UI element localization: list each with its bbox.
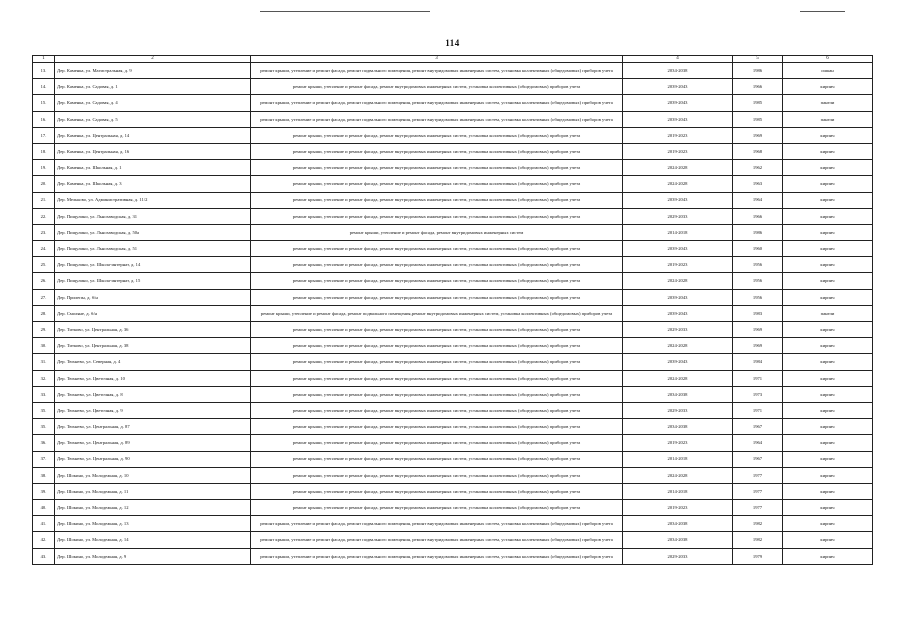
address-cell: Дер. Каменка, ул. Садовая, д. 5 — [55, 111, 251, 127]
period-cell: 2034-2038 — [623, 63, 733, 79]
address-cell: Дер. Пищулино, ул. Школа-интернат, д. 14 — [55, 257, 251, 273]
works-cell: ремонт крыши, утепление и ремонт фасада, ремонт внутридомовых инженерных систем, установка коллективных (общедомовых) приборов учета — [251, 386, 623, 402]
year-cell: 1984 — [733, 354, 783, 370]
table-row — [33, 208, 873, 224]
period-cell: 2024-2028 — [623, 467, 733, 483]
period-cell: 2034-2038 — [623, 419, 733, 435]
material-cell: кирпич — [783, 322, 873, 338]
year-cell: 1985 — [733, 95, 783, 111]
address-cell: Дер. Шокино, ул. Молодежная, д. 12 — [55, 500, 251, 516]
material-cell: кирпич — [783, 500, 873, 516]
works-cell: ремонт крыши, утепление и ремонт фасада, ремонт внутридомовых инженерных систем, установка коллективных (общедомовых) приборов учета — [251, 435, 623, 451]
period-cell: 2024-2028 — [623, 273, 733, 289]
address-cell: Дер. Смоляне, д. б/н — [55, 305, 251, 321]
material-cell: панели — [783, 95, 873, 111]
material-cell: кирпич — [783, 143, 873, 159]
page-number: 114 — [445, 38, 460, 48]
table-row — [33, 79, 873, 95]
year-cell: 1962 — [733, 160, 783, 176]
row-number: 18. — [33, 143, 55, 159]
works-cell: ремонт крыши, утепление и ремонт фасада, ремонт внутридомовых инженерных систем, установка коллективных (общедомовых) приборов учета — [251, 192, 623, 208]
address-cell: Дер. Тюхнево, ул. Северная, д. 4 — [55, 354, 251, 370]
top-rule-left — [260, 11, 430, 12]
works-cell: ремонт крыши, утепление и ремонт фасада, ремонт внутридомовых инженерных систем, установка коллективных (общедомовых) приборов учета — [251, 402, 623, 418]
year-cell: 1982 — [733, 516, 783, 532]
period-cell: 2019-2023 — [623, 127, 733, 143]
row-number: 17. — [33, 127, 55, 143]
material-cell: кирпич — [783, 79, 873, 95]
works-cell: ремонт крыши, утепление и ремонт фасада, ремонт подвального помещения, ремонт внутридомовых инженерных систем, установка коллективных (общедомовых) приборов учета — [251, 516, 623, 532]
table-row — [33, 143, 873, 159]
row-number: 16. — [33, 111, 55, 127]
works-cell: ремонт крыши, утепление и ремонт фасада, ремонт внутридомовых инженерных систем, установка коллективных (общедомовых) приборов учета — [251, 160, 623, 176]
address-cell: Дер. Прилепы, д. б/н — [55, 289, 251, 305]
year-cell: 1966 — [733, 79, 783, 95]
year-cell: 1977 — [733, 467, 783, 483]
table-row — [33, 370, 873, 386]
material-cell: ошкан — [783, 63, 873, 79]
year-cell: 1964 — [733, 435, 783, 451]
header-row — [33, 56, 873, 63]
row-number: 32. — [33, 370, 55, 386]
year-cell: 1956 — [733, 273, 783, 289]
works-cell: ремонт крыши, утепление и ремонт фасада, ремонт внутридомовых инженерных систем, установка коллективных (общедомовых) приборов учета — [251, 79, 623, 95]
year-cell: 1969 — [733, 338, 783, 354]
period-cell: 2014-2018 — [623, 451, 733, 467]
material-cell: панели — [783, 305, 873, 321]
works-cell: ремонт крыши, утепление и ремонт фасада, ремонт внутридомовых инженерных систем, установка коллективных (общедомовых) приборов учета — [251, 370, 623, 386]
address-cell: Дер. Каменка, ул. Садовая, д. 4 — [55, 95, 251, 111]
material-cell: кирпич — [783, 548, 873, 564]
address-cell: Дер. Шокино, ул. Молодежная, д. 9 — [55, 548, 251, 564]
table-row — [33, 192, 873, 208]
works-cell: ремонт крыши, утепление и ремонт фасада, ремонт внутридомовых инженерных систем, установка коллективных (общедомовых) приборов учета — [251, 208, 623, 224]
period-cell: 2024-2028 — [623, 370, 733, 386]
table-row — [33, 532, 873, 548]
row-number: 20. — [33, 176, 55, 192]
row-number: 31. — [33, 354, 55, 370]
row-number: 30. — [33, 338, 55, 354]
material-cell: кирпич — [783, 402, 873, 418]
column-header: 6 — [783, 56, 873, 63]
row-number: 35. — [33, 402, 55, 418]
works-cell: ремонт крыши, утепление и ремонт фасада, ремонт подвального помещения, ремонт внутридомовых инженерных систем, установка коллективных (общедомовых) приборов учета — [251, 111, 623, 127]
works-cell: ремонт крыши, утепление и ремонт фасада, ремонт внутридомовых инженерных систем, установка коллективных (общедомовых) приборов учета — [251, 143, 623, 159]
table-row — [33, 483, 873, 499]
period-cell: 2014-2018 — [623, 483, 733, 499]
row-number: 38. — [33, 467, 55, 483]
row-number: 37. — [33, 451, 55, 467]
table-row — [33, 127, 873, 143]
column-header: 1 — [33, 56, 55, 63]
table-row — [33, 338, 873, 354]
address-cell: Дер. Мельково, ул. Административная, д. 11/2 — [55, 192, 251, 208]
address-cell: Дер. Пищулино, ул. Льнозаводская, д. 50а — [55, 224, 251, 240]
table-row — [33, 257, 873, 273]
year-cell: 1982 — [733, 532, 783, 548]
capital-repair-table — [32, 55, 873, 565]
material-cell: кирпич — [783, 289, 873, 305]
works-cell: ремонт крыши, утепление и ремонт фасада, ремонт внутридомовых инженерных систем, установка коллективных (общедомовых) приборов учета — [251, 289, 623, 305]
table-row — [33, 176, 873, 192]
material-cell: кирпич — [783, 257, 873, 273]
row-number: 14. — [33, 79, 55, 95]
material-cell: кирпич — [783, 160, 873, 176]
period-cell: 2039-2043 — [623, 354, 733, 370]
works-cell: ремонт крыши, утепление и ремонт фасада, ремонт подвального помещения, ремонт внутридомовых инженерных систем, установка коллективных (общедомовых) приборов учета — [251, 95, 623, 111]
period-cell: 2039-2043 — [623, 305, 733, 321]
column-header: 5 — [733, 56, 783, 63]
year-cell: 1967 — [733, 451, 783, 467]
year-cell: 1971 — [733, 370, 783, 386]
row-number: 29. — [33, 322, 55, 338]
address-cell: Дер. Пищулино, ул. Льнозаводская, д. 31 — [55, 208, 251, 224]
address-cell: Дер. Каменка, ул. Садовая, д. 1 — [55, 79, 251, 95]
works-cell: ремонт крыши, утепление и ремонт фасада, ремонт внутридомовых инженерных систем, установка коллективных (общедомовых) приборов учета — [251, 241, 623, 257]
period-cell: 2029-2033 — [623, 548, 733, 564]
works-cell: ремонт крыши, утепление и ремонт фасада, ремонт внутридомовых инженерных систем, установка коллективных (общедомовых) приборов учета — [251, 273, 623, 289]
year-cell: 1964 — [733, 192, 783, 208]
address-cell: Дер. Каменка, ул. Центральная, д. 14 — [55, 127, 251, 143]
works-cell: ремонт крыши, утепление и ремонт фасада, ремонт внутридомовых инженерных систем, установка коллективных (общедомовых) приборов учета — [251, 419, 623, 435]
address-cell: Дер. Тюхнево, ул. Цветочная, д. 10 — [55, 370, 251, 386]
works-cell: ремонт крыши, утепление и ремонт фасада, ремонт подвального помещения, ремонт внутридомовых инженерных систем, установка коллективных (общедомовых) приборов учета — [251, 532, 623, 548]
table-row — [33, 548, 873, 564]
works-cell: ремонт крыши, утепление и ремонт фасада, ремонт внутридомовых инженерных систем, установка коллективных (общедомовых) приборов учета — [251, 467, 623, 483]
material-cell: кирпич — [783, 176, 873, 192]
row-number: 43. — [33, 548, 55, 564]
address-cell: Дер. Шокино, ул. Молодежная, д. 10 — [55, 467, 251, 483]
works-cell: ремонт крыши, утепление и ремонт фасада, ремонт подвального помещения,ремонт внутридомовых инженерных систем, установка коллективных (общедомовых) приборов учета — [251, 305, 623, 321]
year-cell: 1985 — [733, 111, 783, 127]
year-cell: 1983 — [733, 305, 783, 321]
works-cell: ремонт крыши, утепление и ремонт фасада, ремонт внутридомовых инженерных систем — [251, 224, 623, 240]
column-header: 2 — [55, 56, 251, 63]
period-cell: 2024-2028 — [623, 338, 733, 354]
works-cell: ремонт крыши, утепление и ремонт фасада, ремонт внутридомовых инженерных систем, установка коллективных (общедомовых) приборов учета — [251, 176, 623, 192]
table-row — [33, 419, 873, 435]
address-cell: Дер. Тюхнево, ул. Центральная, д. 87 — [55, 419, 251, 435]
row-number: 27. — [33, 289, 55, 305]
material-cell: кирпич — [783, 370, 873, 386]
row-number: 39. — [33, 483, 55, 499]
year-cell: 1956 — [733, 257, 783, 273]
material-cell: кирпич — [783, 273, 873, 289]
period-cell: 2019-2023 — [623, 500, 733, 516]
row-number: 25. — [33, 257, 55, 273]
table-row — [33, 63, 873, 79]
address-cell: Дер. Шокино, ул. Молодежная, д. 11 — [55, 483, 251, 499]
material-cell: кирпич — [783, 435, 873, 451]
row-number: 13. — [33, 63, 55, 79]
period-cell: 2019-2023 — [623, 257, 733, 273]
table-row — [33, 354, 873, 370]
works-cell: ремонт крыши, утепление и ремонт фасада, ремонт внутридомовых инженерных систем, установка коллективных (общедомовых) приборов учета — [251, 127, 623, 143]
material-cell: кирпич — [783, 241, 873, 257]
table-body — [33, 56, 873, 565]
address-cell: Дер. Пищулино, ул. Льнозаводская, д. 51 — [55, 241, 251, 257]
table-row — [33, 273, 873, 289]
period-cell: 2039-2043 — [623, 289, 733, 305]
row-number: 33. — [33, 386, 55, 402]
material-cell: кирпич — [783, 386, 873, 402]
material-cell: кирпич — [783, 419, 873, 435]
row-number: 42. — [33, 532, 55, 548]
year-cell: 1986 — [733, 224, 783, 240]
works-cell: ремонт крыши, утепление и ремонт фасада, ремонт внутридомовых инженерных систем, установка коллективных (общедомовых) приборов учета — [251, 451, 623, 467]
row-number: 19. — [33, 160, 55, 176]
material-cell: кирпич — [783, 467, 873, 483]
material-cell: кирпич — [783, 127, 873, 143]
column-header: 3 — [251, 56, 623, 63]
address-cell: Дер. Каменка, ул. Магистральная, д. 9 — [55, 63, 251, 79]
table-row — [33, 305, 873, 321]
address-cell: Дер. Тюхнево, ул. Центральная, д. 89 — [55, 435, 251, 451]
material-cell: кирпич — [783, 224, 873, 240]
address-cell: Дер. Каменка, ул. Центральная, д. 16 — [55, 143, 251, 159]
material-cell: кирпич — [783, 516, 873, 532]
table-row — [33, 386, 873, 402]
period-cell: 2039-2043 — [623, 111, 733, 127]
year-cell: 1966 — [733, 208, 783, 224]
period-cell: 2024-2028 — [623, 160, 733, 176]
period-cell: 2039-2043 — [623, 79, 733, 95]
material-cell: кирпич — [783, 483, 873, 499]
table-row — [33, 95, 873, 111]
row-number: 36. — [33, 435, 55, 451]
address-cell: Дер. Тюхнево, ул. Цветочная, д. 9 — [55, 402, 251, 418]
table-row — [33, 289, 873, 305]
column-header: 4 — [623, 56, 733, 63]
period-cell: 2014-2018 — [623, 224, 733, 240]
works-cell: ремонт крыши, утепление и ремонт фасада, ремонт подвального помещения, ремонт внутридомовых инженерных систем, установка коллективных (общедомовых) приборов учета — [251, 548, 623, 564]
year-cell: 1973 — [733, 386, 783, 402]
works-cell: ремонт крыши, утепление и ремонт фасада, ремонт внутридомовых инженерных систем, установка коллективных (общедомовых) приборов учета — [251, 354, 623, 370]
works-cell: ремонт крыши, утепление и ремонт фасада, ремонт подвального помещения, ремонт внутридомовых инженерных систем, установка коллективных (общедомовых) приборов учета — [251, 63, 623, 79]
period-cell: 2039-2043 — [623, 241, 733, 257]
table-row — [33, 467, 873, 483]
year-cell: 1963 — [733, 176, 783, 192]
year-cell: 1968 — [733, 143, 783, 159]
table-row — [33, 402, 873, 418]
row-number: 41. — [33, 516, 55, 532]
address-cell: Дер. Тюхнево, ул. Цветочная, д. 8 — [55, 386, 251, 402]
material-cell: кирпич — [783, 208, 873, 224]
period-cell: 2034-2038 — [623, 386, 733, 402]
table-row — [33, 435, 873, 451]
year-cell: 1977 — [733, 483, 783, 499]
material-cell: кирпич — [783, 451, 873, 467]
year-cell: 1971 — [733, 402, 783, 418]
address-cell: Дер. Каменка, ул. Школьная, д. 3 — [55, 176, 251, 192]
row-number: 24. — [33, 241, 55, 257]
material-cell: кирпич — [783, 192, 873, 208]
year-cell: 1956 — [733, 289, 783, 305]
table-row — [33, 111, 873, 127]
material-cell: панели — [783, 111, 873, 127]
period-cell: 2039-2043 — [623, 192, 733, 208]
year-cell: 1967 — [733, 419, 783, 435]
year-cell: 1979 — [733, 548, 783, 564]
table-row — [33, 160, 873, 176]
year-cell: 1960 — [733, 241, 783, 257]
material-cell: кирпич — [783, 354, 873, 370]
address-cell: Дер. Каменка, ул. Школьная, д. 1 — [55, 160, 251, 176]
period-cell: 2019-2023 — [623, 435, 733, 451]
material-cell: кирпич — [783, 338, 873, 354]
works-cell: ремонт крыши, утепление и ремонт фасада, ремонт внутридомовых инженерных систем, установка коллективных (общедомовых) приборов учета — [251, 500, 623, 516]
period-cell: 2019-2023 — [623, 143, 733, 159]
address-cell: Дер. Титково, ул. Центральная, д. 36 — [55, 322, 251, 338]
works-cell: ремонт крыши, утепление и ремонт фасада, ремонт внутридомовых инженерных систем, установка коллективных (общедомовых) приборов учета — [251, 338, 623, 354]
period-cell: 2039-2043 — [623, 95, 733, 111]
year-cell: 1977 — [733, 500, 783, 516]
table-row — [33, 322, 873, 338]
row-number: 22. — [33, 208, 55, 224]
address-cell: Дер. Титково, ул. Центральная, д. 38 — [55, 338, 251, 354]
year-cell: 1969 — [733, 322, 783, 338]
row-number: 21. — [33, 192, 55, 208]
row-number: 26. — [33, 273, 55, 289]
period-cell: 2024-2028 — [623, 176, 733, 192]
row-number: 40. — [33, 500, 55, 516]
period-cell: 2029-2033 — [623, 402, 733, 418]
table-row — [33, 451, 873, 467]
table-row — [33, 516, 873, 532]
table-row — [33, 500, 873, 516]
period-cell: 2034-2038 — [623, 516, 733, 532]
row-number: 15. — [33, 95, 55, 111]
row-number: 28. — [33, 305, 55, 321]
period-cell: 2029-2033 — [623, 208, 733, 224]
works-cell: ремонт крыши, утепление и ремонт фасада, ремонт внутридомовых инженерных систем, установка коллективных (общедомовых) приборов учета — [251, 483, 623, 499]
address-cell: Дер. Тюхнево, ул. Центральная, д. 90 — [55, 451, 251, 467]
address-cell: Дер. Шокино, ул. Молодежная, д. 14 — [55, 532, 251, 548]
table-row — [33, 224, 873, 240]
address-cell: Дер. Шокино, ул. Молодежная, д. 13 — [55, 516, 251, 532]
material-cell: кирпич — [783, 532, 873, 548]
year-cell: 1969 — [733, 127, 783, 143]
period-cell: 2034-2038 — [623, 532, 733, 548]
top-rule-right — [800, 11, 845, 12]
year-cell: 1986 — [733, 63, 783, 79]
period-cell: 2029-2033 — [623, 322, 733, 338]
row-number: 23. — [33, 224, 55, 240]
works-cell: ремонт крыши, утепление и ремонт фасада, ремонт внутридомовых инженерных систем, установка коллективных (общедомовых) приборов учета — [251, 322, 623, 338]
table-row — [33, 241, 873, 257]
address-cell: Дер. Пищулино, ул. Школа-интернат, д. 15 — [55, 273, 251, 289]
row-number: 35. — [33, 419, 55, 435]
works-cell: ремонт крыши, утепление и ремонт фасада, ремонт внутридомовых инженерных систем, установка коллективных (общедомовых) приборов учета — [251, 257, 623, 273]
